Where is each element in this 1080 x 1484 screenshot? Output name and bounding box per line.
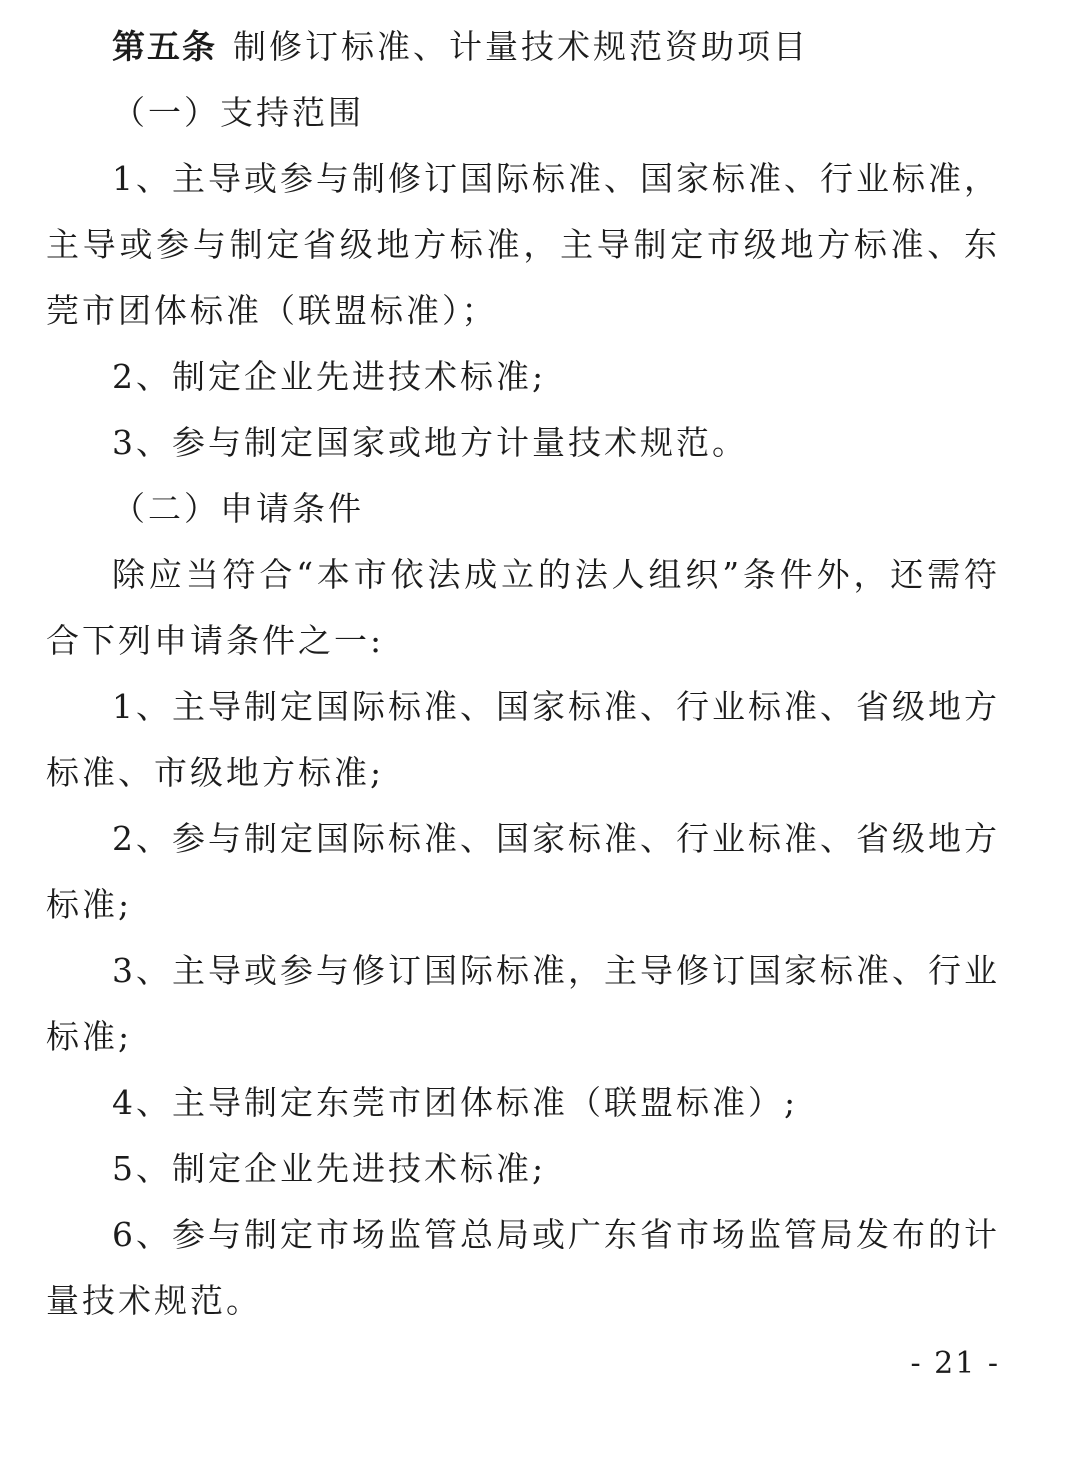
- article-heading: [46, 14, 1000, 80]
- support-scope-item-3: 3、参与制定国家或地方计量技术规范。: [112, 423, 748, 462]
- page-number: - 21 -: [910, 1346, 1000, 1381]
- section-heading-support-scope: （一）支持范围: [112, 93, 364, 132]
- support-scope-item-1: 1、主导或参与制修订国际标准、国家标准、行业标准，主导或参与制定省级地方标准，主导制定市级地方标准、东莞市团体标准（联盟标准）；: [46, 159, 1000, 330]
- condition-item-3: 3、主导或参与修订国际标准，主导修订国家标准、行业标准;: [46, 951, 1000, 1056]
- condition-item-1: 1、主导制定国际标准、国家标准、行业标准、省级地方标准、市级地方标准;: [46, 687, 1000, 792]
- article-label: 第五条: [112, 27, 217, 66]
- condition-item-5: 5、制定企业先进技术标准;: [112, 1149, 547, 1188]
- condition-item-2: 2、参与制定国际标准、国家标准、行业标准、省级地方标准;: [46, 819, 1000, 924]
- article-title: 制修订标准、计量技术规范资助项目: [233, 27, 809, 66]
- conditions-intro: 除应当符合“本市依法成立的法人组织”条件外，还需符合下列申请条件之一:: [46, 555, 1000, 660]
- condition-item-6: 6、参与制定市场监管总局或广东省市场监管局发布的计量技术规范。: [46, 1215, 1000, 1320]
- condition-item-4: 4、主导制定东莞市团体标准（联盟标准）;: [112, 1083, 799, 1122]
- section-heading-conditions: （二）申请条件: [112, 489, 364, 528]
- support-scope-item-2: 2、制定企业先进技术标准;: [112, 357, 547, 396]
